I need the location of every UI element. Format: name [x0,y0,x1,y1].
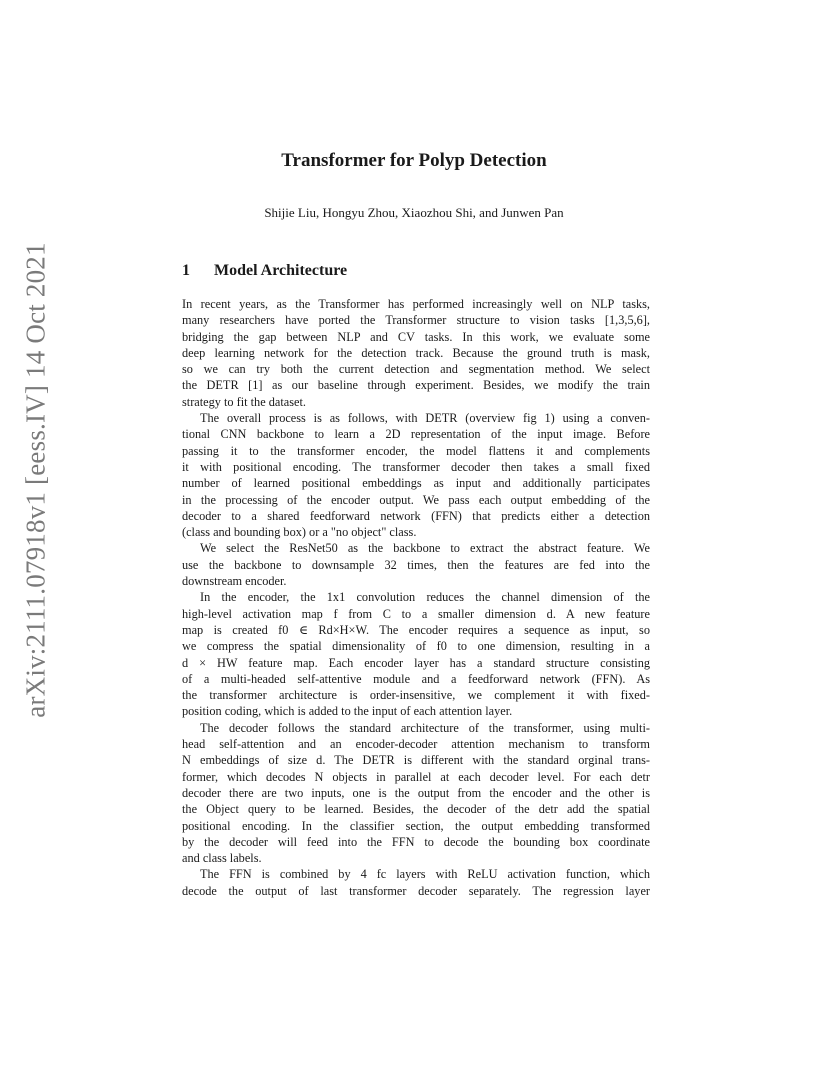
body-text-line: decode the output of last transformer decoder separately. The regression layer [182,883,650,898]
body-text-line: deep learning network for the detection track. Because the ground truth is mask, [182,345,650,360]
body-text-line: decoder to a shared feedforward network (FFN) that predicts either a detection [182,508,650,523]
body-text-line: The overall process is as follows, with DETR (overview fig 1) using a conven- [200,411,650,426]
body-text-line: the Object query to be learned. Besides, the decoder of the detr add the spatial [182,802,650,817]
author-list: Shijie Liu, Hongyu Zhou, Xiaozhou Shi, and Junwen Pan [264,205,564,220]
body-text-line: it with positional encoding. The transformer decoder then takes a small fixed [182,459,650,474]
body-text-line: so we can try both the current detection and segmentation method. We select [182,362,650,377]
body-text [182,296,650,899]
paper-title: Transformer for Polyp Detection [281,150,547,171]
body-text-line: in the processing of the encoder output. We pass each output embedding of the [182,492,650,507]
body-text-line: the DETR [1] as our baseline through experiment. Besides, we modify the train [182,378,650,393]
body-text-line: of a multi-headed self-attentive module and a feedforward network (FFN). As [182,671,650,686]
body-text-line: the transformer architecture is order-insensitive, we complement it with fixed- [182,688,650,703]
body-text-line: by the decoder will feed into the FFN to decode the bounding box coordinate [182,834,650,849]
body-text-line: decoder there are two inputs, one is the output from the encoder and the other is [182,785,650,800]
body-text-line: (class and bounding box) or a "no object" class. [182,525,417,540]
body-text-line: N embeddings of size d. The DETR is different with the standard orginal trans- [182,753,650,768]
body-text-line: tional CNN backbone to learn a 2D representation of the input image. Before [182,427,650,442]
body-text-line: In the encoder, the 1x1 convolution reduces the channel dimension of the [200,590,650,605]
section-heading [182,262,347,280]
body-text-line: In recent years, as the Transformer has performed increasingly well on NLP tasks, [182,297,650,311]
body-text-line: The decoder follows the standard architecture of the transformer, using multi- [200,720,650,735]
body-text-line: many researchers have ported the Transformer structure to vision tasks [1,3,5,6], [182,313,650,328]
arxiv-identifier-stamp: arXiv:2111.07918v1 [eess.IV] 14 Oct 2021 [20,242,51,718]
section-title: Model Architecture [214,262,348,279]
body-text-line: number of learned positional embeddings as input and additionally participates [182,476,650,491]
body-text-line: strategy to fit the dataset. [182,394,306,409]
body-text-line: former, which decodes N objects in parallel at each decoder level. For each detr [182,769,650,784]
body-text-line: and class labels. [182,851,262,866]
body-text-line: use the backbone to downsample 32 times, then the features are fed into the [182,557,650,572]
body-text-line: positional encoding. In the classifier section, the output embedding transformed [182,818,650,833]
body-text-line: The FFN is combined by 4 fc layers with ReLU activation function, which [200,867,650,882]
body-text-line: passing it to the transformer encoder, the model flattens it and complements [182,443,650,458]
body-text-line: We select the ResNet50 as the backbone to extract the abstract feature. We [200,541,650,556]
body-text-line: position coding, which is added to the input of each attention layer. [182,704,513,719]
body-text-line: we compress the spatial dimensionality of f0 to one dimension, resulting in a [182,639,650,654]
body-text-line: downstream encoder. [182,574,287,589]
body-text-line: bridging the gap between NLP and CV tasks. In this work, we evaluate some [182,329,650,344]
body-text-line: d × HW feature map. Each encoder layer has a standard structure consisting [182,655,650,670]
body-text-line: high-level activation map f from C to a smaller dimension d. A new feature [182,606,650,621]
body-text-line: head self-attention and an encoder-decoder attention mechanism to transform [182,737,650,752]
body-text-line: map is created f0 ∈ Rd×H×W. The encoder requires a sequence as input, so [182,622,650,637]
section-number: 1 [182,262,190,279]
